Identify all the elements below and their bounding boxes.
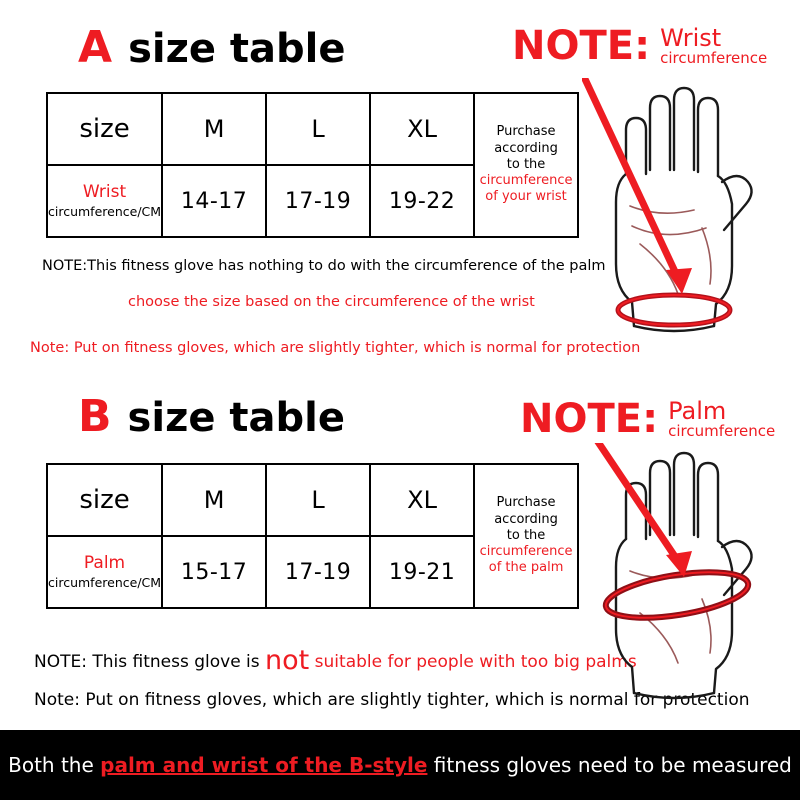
header-cell-l-b: L: [266, 464, 370, 536]
note-b-prefix: NOTE: This fitness glove is: [34, 652, 266, 672]
note-sub-line2-a: circumference: [660, 49, 768, 68]
section-b-title-text: size table: [127, 395, 345, 441]
value-cell-l-a: 17-19: [266, 165, 370, 237]
purchase-line-3: to the: [506, 156, 546, 172]
row-label-cell-a: Wrist circumference/CM: [47, 165, 162, 237]
purchase-line-4: circumference: [479, 173, 573, 189]
purchase-note-cell-a: [474, 93, 578, 237]
section-a-title-letter: A: [78, 22, 113, 73]
value-cell-xl-b: 19-21: [370, 536, 474, 608]
purchase-note-cell-b: [474, 464, 578, 608]
size-table-a: [46, 92, 579, 238]
red-arrow-wrist: [582, 78, 692, 294]
table-row: [47, 93, 578, 165]
row-label-cell-b: Palm circumference/CM: [47, 536, 162, 608]
section-a-title: [78, 22, 346, 73]
value-cell-m-b: 15-17: [162, 536, 266, 608]
section-a-title-text: size table: [128, 26, 346, 72]
section-b-title: [78, 391, 345, 442]
header-cell-m-b: M: [162, 464, 266, 536]
banner-prefix: Both the: [8, 753, 101, 777]
header-cell-size: size: [47, 93, 162, 165]
header-cell-l: L: [266, 93, 370, 165]
note-sub-line1-a: Wrist: [660, 24, 722, 52]
note-a-3: Note: Put on fitness gloves, which are slightly tighter, which is normal for protection: [30, 340, 641, 356]
purchase-line-1-b: Purchase: [496, 495, 556, 511]
header-cell-size-b: size: [47, 464, 162, 536]
note-heading-a: [512, 23, 768, 69]
header-cell-xl: XL: [370, 93, 474, 165]
purchase-line-5-b: of the palm: [488, 560, 564, 576]
hand-illustration-palm: [582, 443, 792, 737]
note-word-b: NOTE:: [520, 396, 659, 442]
value-cell-m-a: 14-17: [162, 165, 266, 237]
red-arrow-palm: [588, 443, 692, 577]
note-b-suffix: suitable for people with too big palms: [309, 652, 637, 672]
value-cell-xl-a: 19-22: [370, 165, 474, 237]
hand-illustration-wrist: [582, 78, 782, 362]
palm-measure-ellipse: [603, 564, 751, 626]
value-cell-l-b: 17-19: [266, 536, 370, 608]
note-heading-b: [520, 396, 776, 442]
purchase-line-5: of your wrist: [485, 189, 567, 205]
purchase-line-2-b: according: [494, 511, 558, 527]
section-b: [0, 375, 800, 730]
note-sub-line1-b: Palm: [668, 397, 727, 425]
table-row: [47, 464, 578, 536]
note-b-emphasis: not: [265, 645, 310, 676]
wrist-measure-ellipse: [618, 295, 730, 325]
note-word-a: NOTE:: [512, 23, 651, 69]
purchase-line-1: Purchase: [496, 124, 556, 140]
note-a-1: NOTE:This fitness glove has nothing to do with the circumference of the palm: [42, 258, 606, 274]
purchase-line-2: according: [494, 140, 558, 156]
note-b-second: Note: Put on fitness gloves, which are slightly tighter, which is normal for protection: [34, 690, 750, 710]
section-b-title-letter: B: [78, 391, 112, 442]
size-table-b: [46, 463, 579, 609]
note-sub-line2-b: circumference: [668, 422, 776, 441]
banner-text: [8, 753, 792, 777]
header-cell-m: M: [162, 93, 266, 165]
header-cell-xl-b: XL: [370, 464, 474, 536]
note-a-2: choose the size based on the circumference of the wrist: [128, 294, 535, 310]
note-b-main: [34, 647, 637, 674]
banner-suffix: fitness gloves need to be measured: [427, 753, 792, 777]
section-a: [0, 0, 800, 375]
purchase-line-4-b: circumference: [479, 544, 573, 560]
bottom-banner: [0, 730, 800, 800]
purchase-line-3-b: to the: [506, 527, 546, 543]
banner-highlight: palm and wrist of the B-style: [100, 753, 428, 777]
